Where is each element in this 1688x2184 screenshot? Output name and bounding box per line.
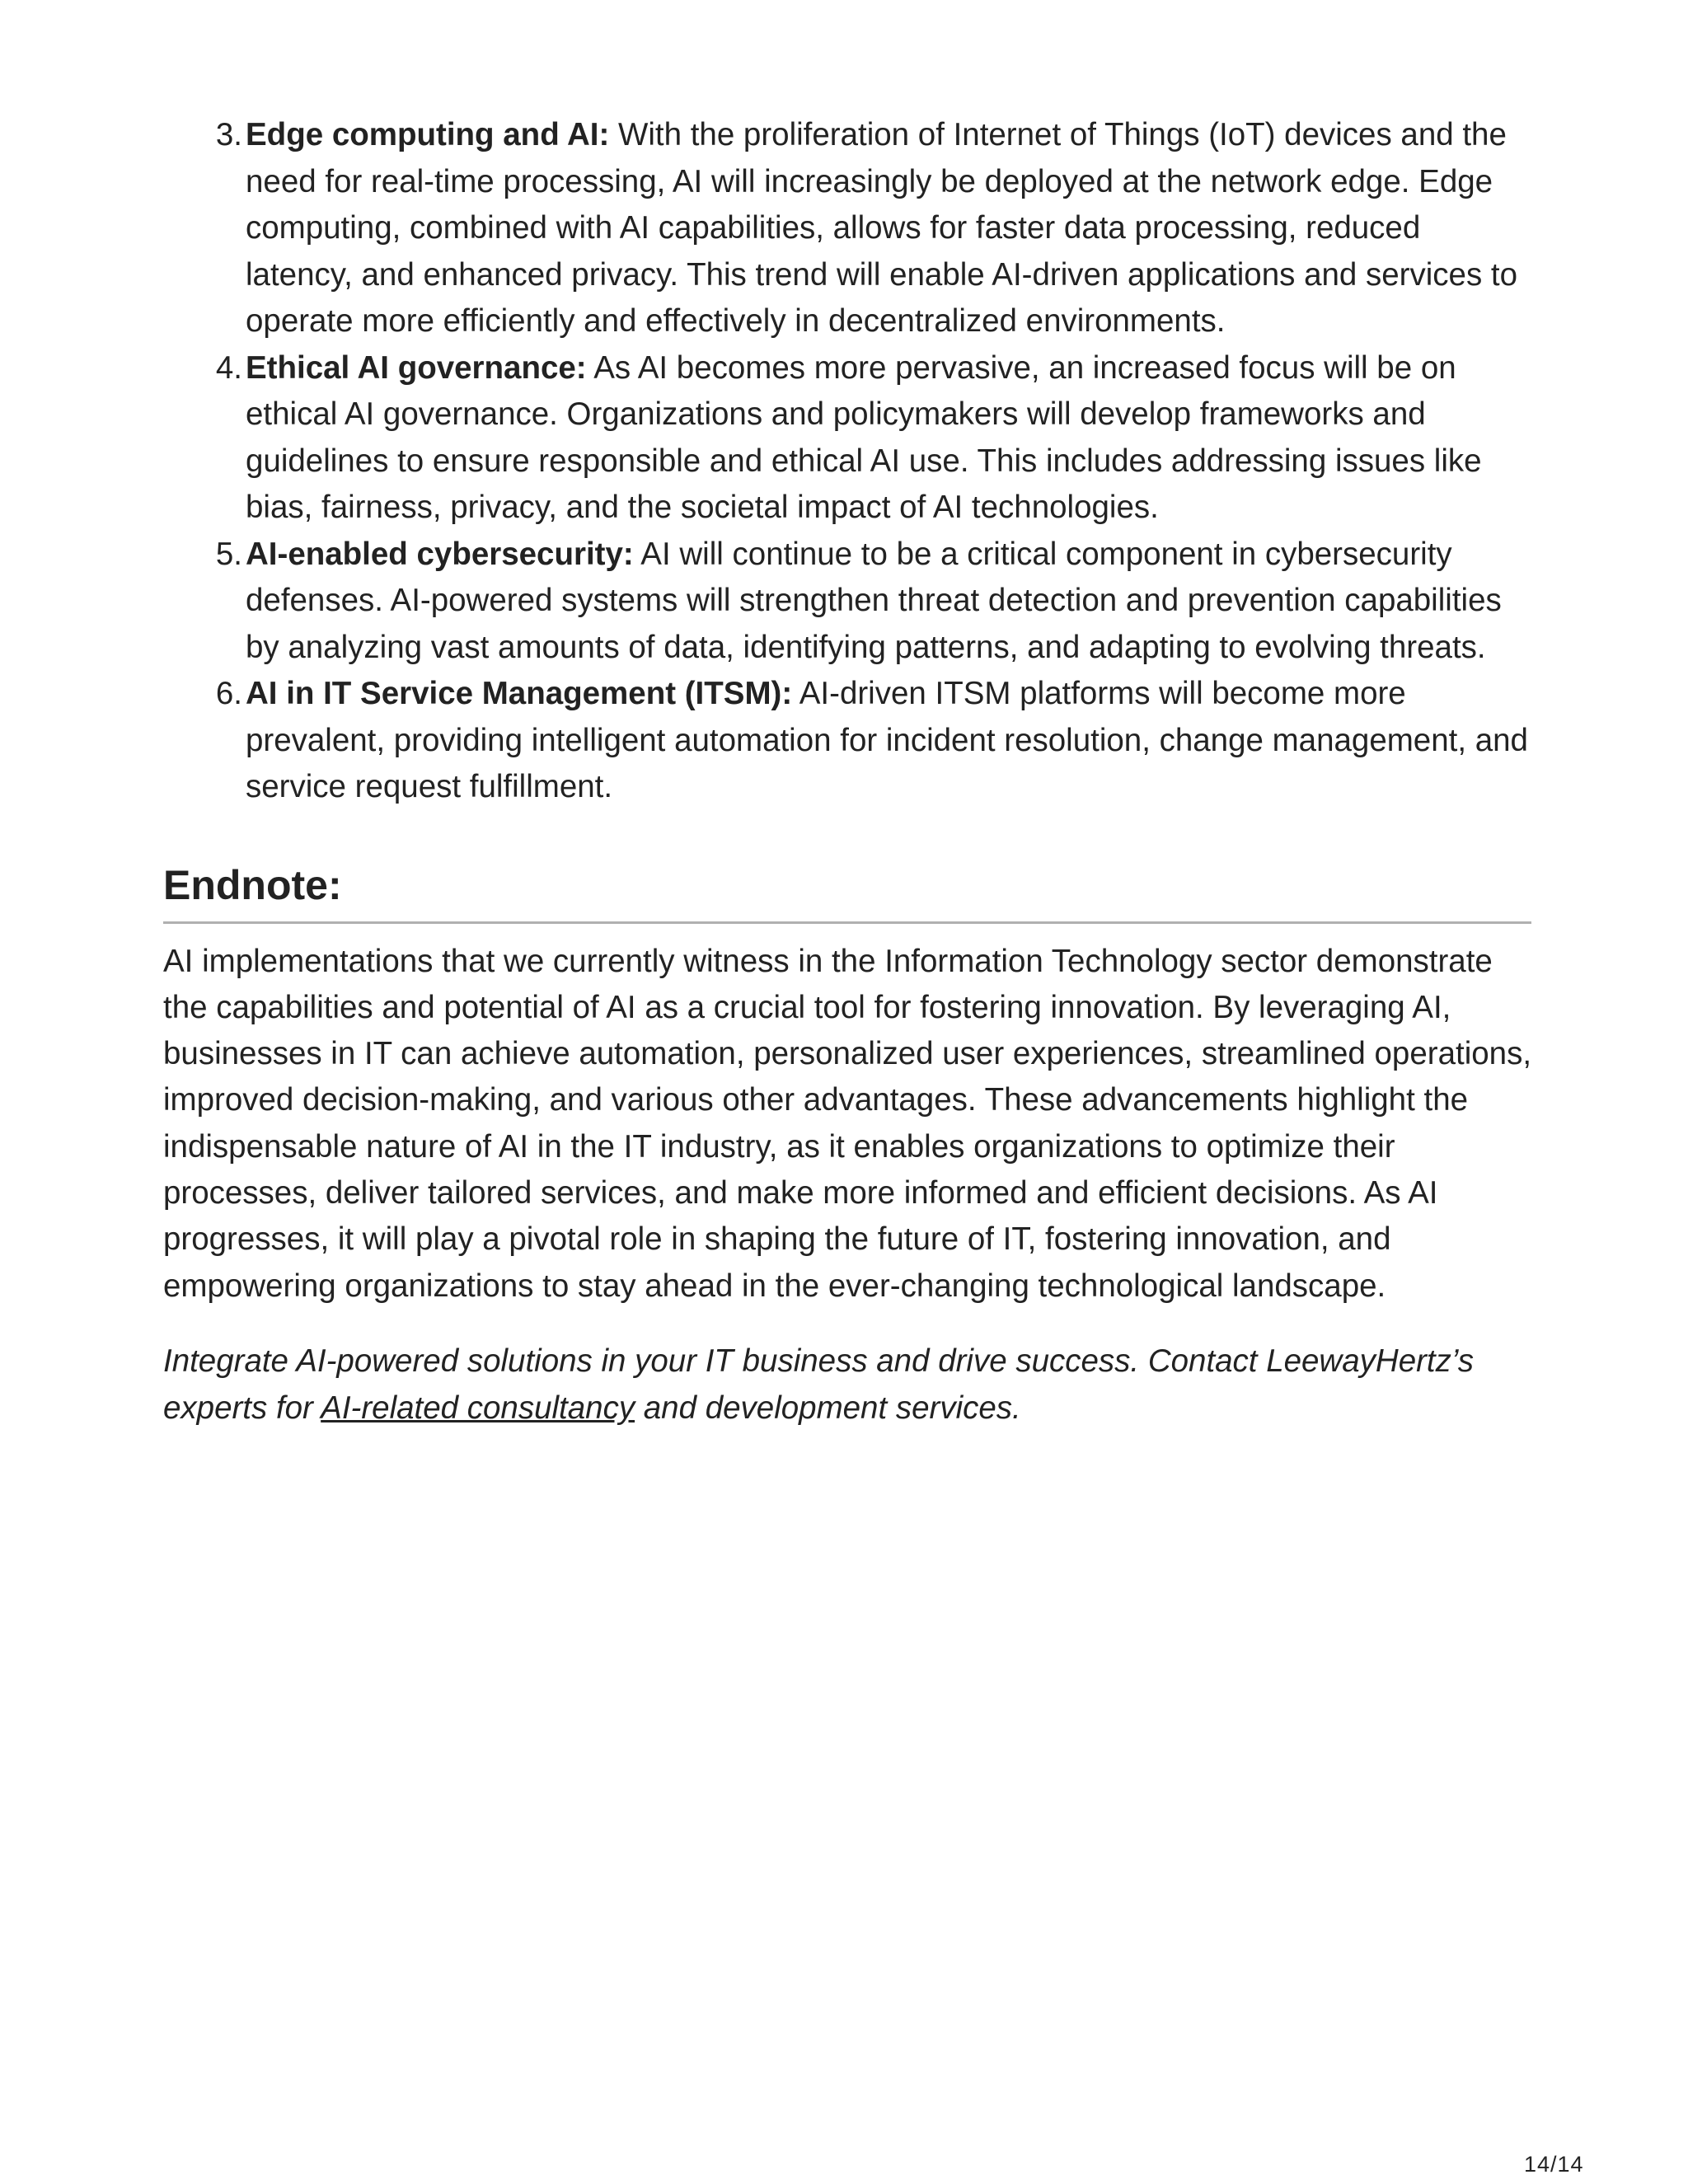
list-item-title: AI-enabled cybersecurity: (246, 536, 634, 572)
list-item-text: AI will continue to be a critical component in cybersecurity defenses. AI-powered systems will strengthen threat detection and prevention capabilities by analyzing vast amounts of data, identifying patterns, and adapting to evolving threats. (246, 536, 1502, 665)
list-item-number: 5. (215, 536, 242, 572)
list-item-number: 4. (215, 349, 242, 386)
list-item-title: Ethical AI governance: (246, 349, 587, 386)
ai-consultancy-link[interactable]: AI-related consultancy (321, 1390, 635, 1426)
endnote-paragraph: AI implementations that we currently witness in the Information Technology sector demonstrate the capabilities and potential of AI as a crucial tool for fostering innovation. By leveraging AI, businesses in IT can achieve automation, personalized user experiences, streamlined operations, improved decision-making, and various other advantages. These advancements highlight the indispensable nature of AI in the IT industry, as it enables organizations to optimize their processes, deliver tailored services, and make more informed and efficient decisions. As AI progresses, it will play a pivotal role in shaping the future of IT, fostering innovation, and empowering organizations to stay ahead in the ever-changing technological landscape. (163, 943, 1532, 1304)
call-to-action (163, 1338, 1531, 1432)
list-item (215, 532, 1531, 672)
endnote-heading: Endnote: (163, 860, 1531, 924)
page-number: 14/14 (1524, 2152, 1584, 2177)
list-item-title: Edge computing and AI: (246, 117, 610, 152)
cta-text-before: Integrate AI-powered solutions in your IT business and drive success. Contact LeewayHertz’s experts for (163, 1343, 1474, 1426)
list-item-text: As AI becomes more pervasive, an increased focus will be on ethical AI governance. Organizations and policymakers will develop frameworks and guidelines to ensure responsible and ethical AI use. This includes addressing issues like bias, fairness, privacy, and the societal impact of AI technologies. (246, 349, 1482, 525)
list-item-text: With the proliferation of Internet of Things (IoT) devices and the need for real-time processing, AI will increasingly be deployed at the network edge. Edge computing, combined with AI capabilities, allows for faster data processing, reduced latency, and enhanced privacy. This trend will enable AI-driven applications and services to operate more efficiently and effectively in decentralized environments. (246, 117, 1518, 339)
list-item (215, 345, 1531, 532)
list-item-number: 3. (215, 117, 242, 152)
cta-text-after: and development services. (635, 1390, 1021, 1426)
list-item (215, 112, 1531, 345)
list-item-title: AI in IT Service Management (ITSM): (246, 676, 793, 711)
list-item (215, 671, 1531, 811)
ai-trends-list (163, 112, 1531, 811)
page-content (163, 112, 1531, 1432)
list-item-text: AI-driven ITSM platforms will become more prevalent, providing intelligent automation for incident resolution, change management, and service request fulfillment. (246, 676, 1528, 804)
list-item-number: 6. (215, 676, 242, 711)
